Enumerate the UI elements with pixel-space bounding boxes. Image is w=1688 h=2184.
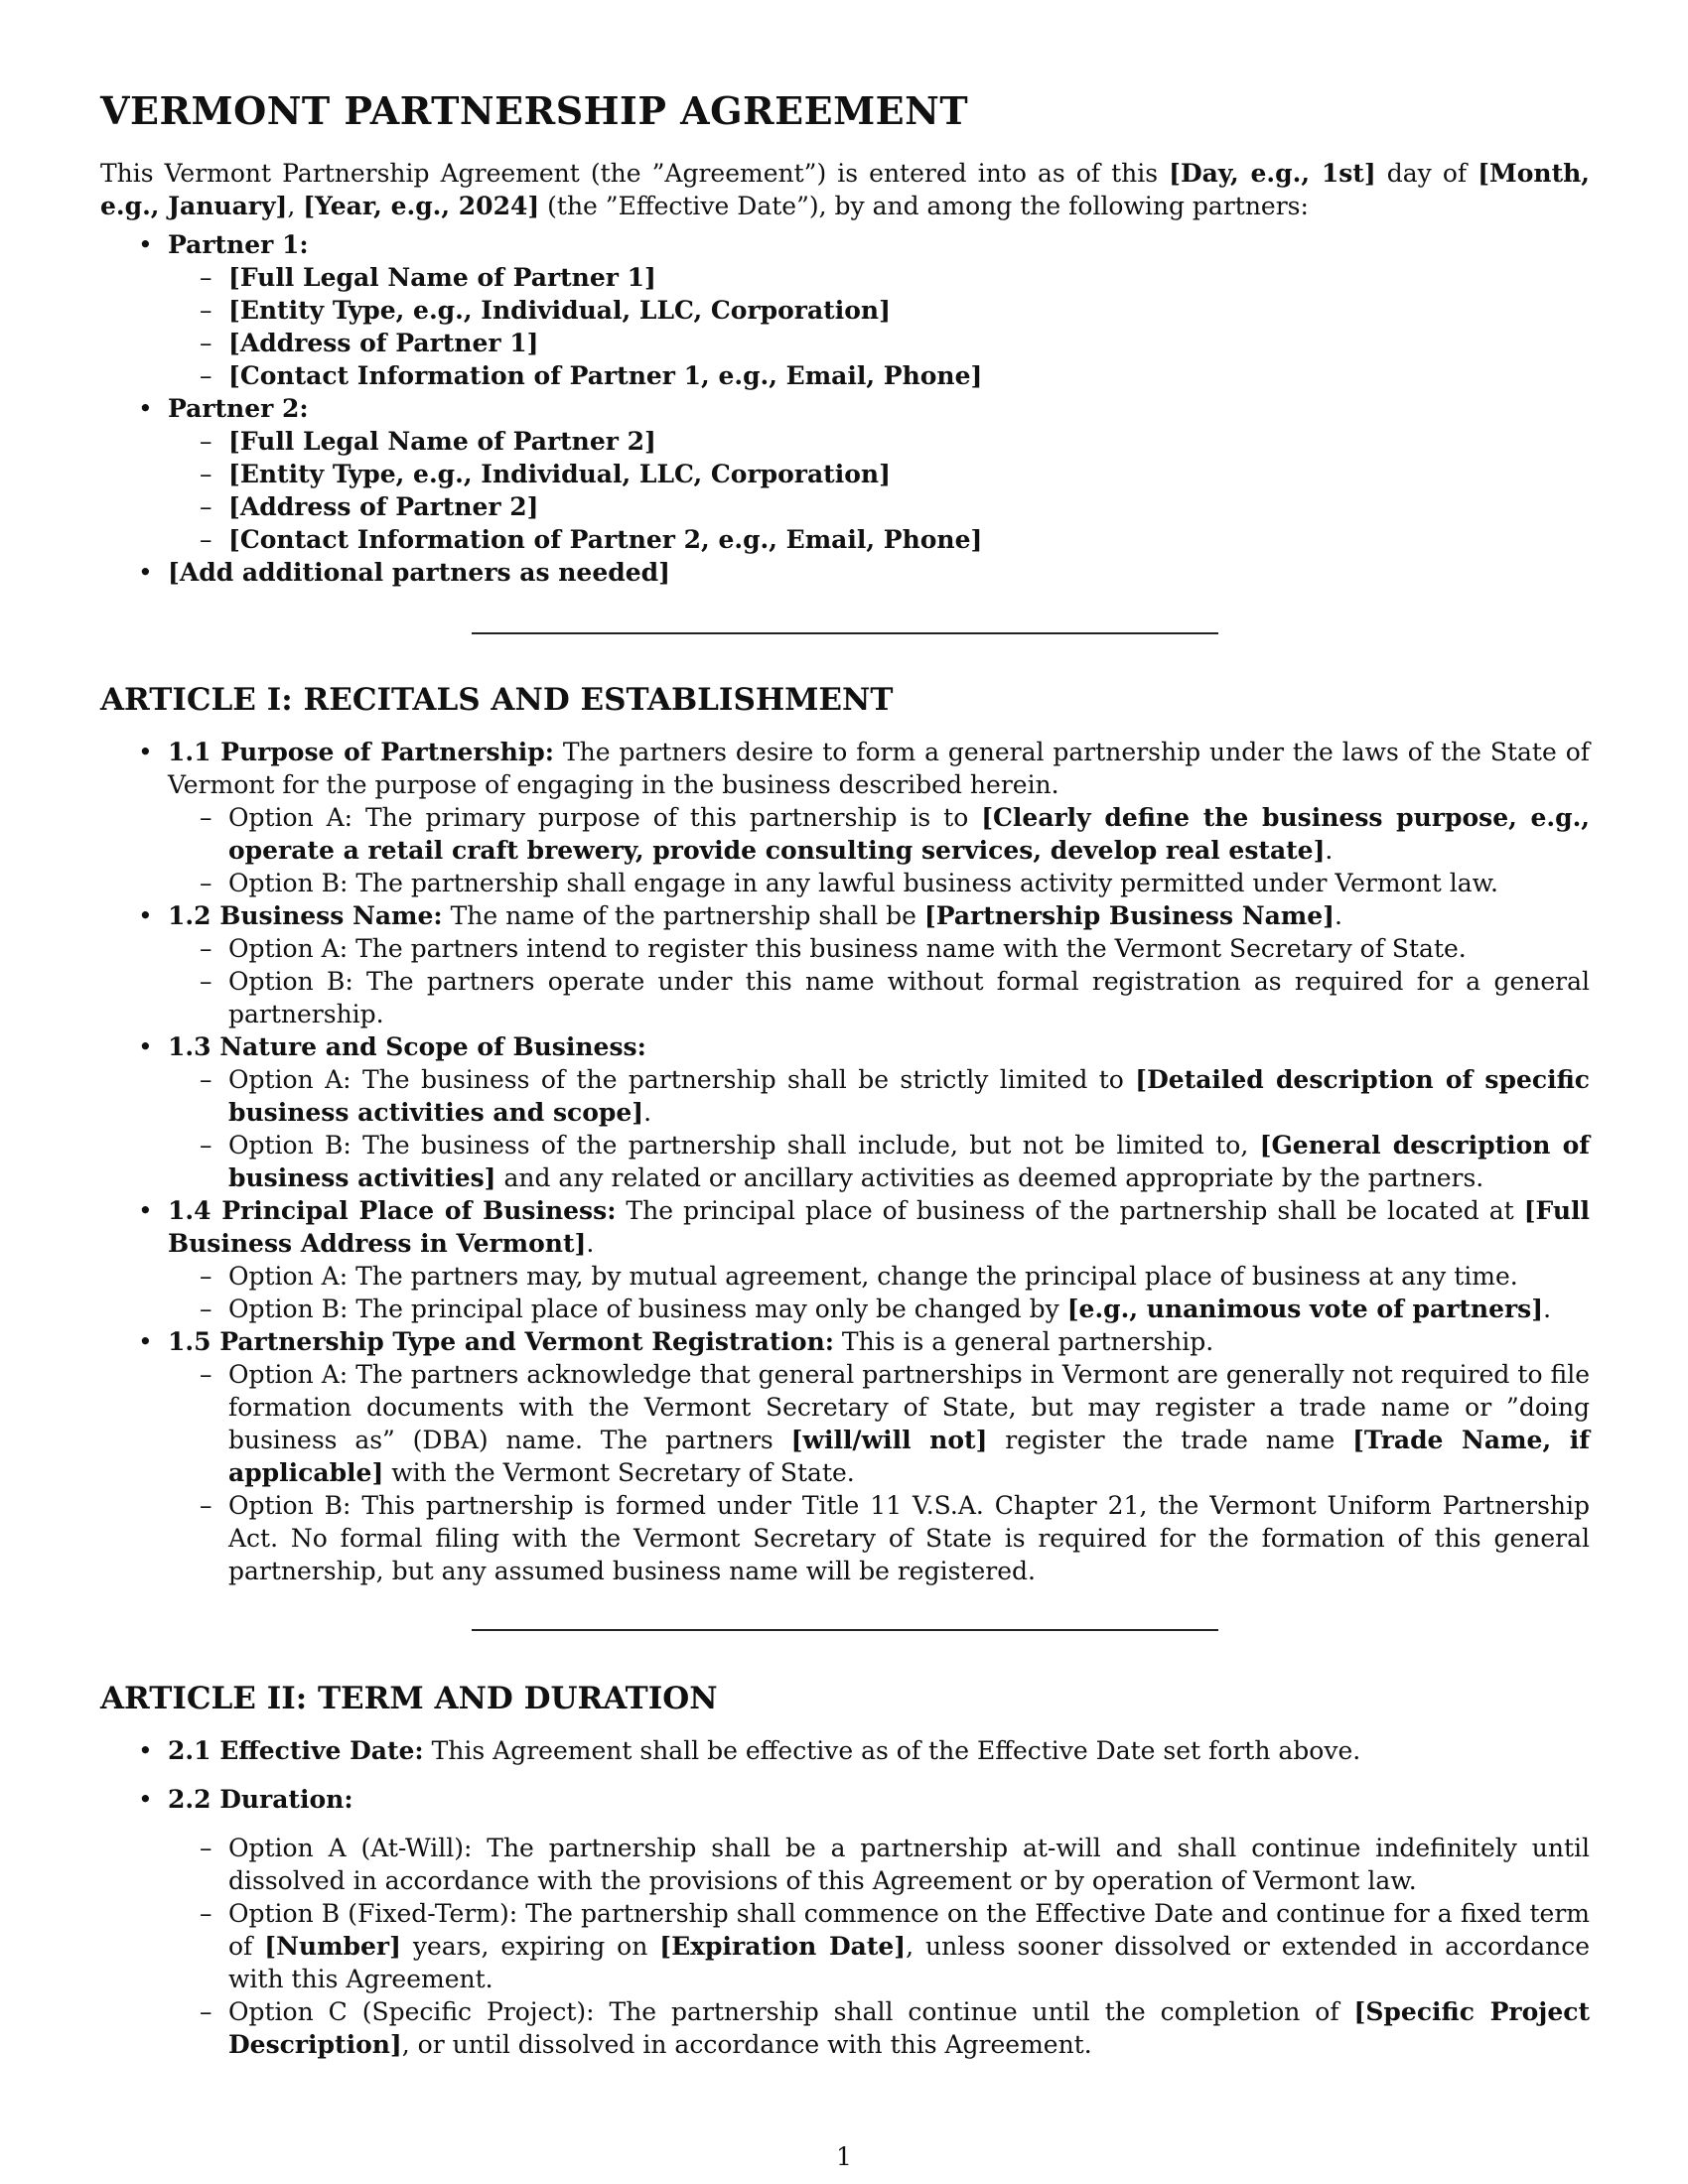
option-a: – Option A: The partners acknowledge that general partnerships in Vermont are generally not required to file formation documents with the Vermont Secretary of State, but may register a trade name or ”doing business as” (DBA) name. The partners [will/will not] register the trade name [Trade Name, if applicable] with the Vermont Secretary of State. [168,1358,1590,1489]
section-1-3: • 1.3 Nature and Scope of Business: – Option A: The business of the partnership shall be strictly limited to [Detailed description of specific business activities and scope]. – Option B: The business of the partnership shall include, but not be limited to, [General description of business activities] and any related or ancillary activities as deemed appropriate by the partners. [100,1030,1590,1194]
day-placeholder: [Day, e.g., 1st] [1169,159,1376,188]
section-1-4: • 1.4 Principal Place of Business: The principal place of business of the partnership shall be located at [Full Business Address in Vermont]. – Option A: The partners may, by mutual agreement, change the principal place of business at any time. – Option B: The principal place of business may only be changed by [e.g., unanimous vote of partners]. [100,1194,1590,1325]
option-a: – Option A: The partners may, by mutual agreement, change the principal place of business at any time. [168,1260,1590,1293]
option-a: – Option A: The business of the partnership shall be strictly limited to [Detailed description of specific business activities and scope]. [168,1063,1590,1129]
document-page [100,87,1590,2061]
option-b: – Option B: The principal place of business may only be changed by [e.g., unanimous vote of partners]. [168,1293,1590,1325]
section-divider [472,632,1218,634]
partners-list [100,228,1590,589]
partner-label: Partner 1: [168,230,309,259]
document-title: VERMONT PARTNERSHIP AGREEMENT [100,88,969,133]
article-2-heading: ARTICLE II: TERM AND DURATION [100,1681,718,1716]
list-item: – [Full Legal Name of Partner 1] [168,261,1590,294]
year-placeholder: [Year, e.g., 2024] [303,192,540,220]
list-item: – [Full Legal Name of Partner 2] [168,425,1590,458]
partner-2 [100,392,1590,556]
partner-1 [100,228,1590,392]
option-a: – Option A: The partners intend to register this business name with the Vermont Secretary of State. [168,932,1590,965]
option-b: – Option B: The partners operate under this name without formal registration as required for a general partnership. [168,965,1590,1030]
intro-paragraph: This Vermont Partnership Agreement (the ”Agreement”) is entered into as of this [Day, e.g., 1st] day of [Month, e.g., January], [Year, e.g., 2024] (the ”Effective Date”), by and among the following partners: [100,159,1590,220]
additional-partners: • [Add additional partners as needed] [100,556,1590,589]
article-2-list [100,1734,1590,2061]
option-b: – Option B: The partnership shall engage in any lawful business activity permitted under Vermont law. [168,867,1590,899]
article-1-heading: ARTICLE I: RECITALS AND ESTABLISHMENT [100,682,894,718]
option-b: – Option B: This partnership is formed under Title 11 V.S.A. Chapter 21, the Vermont Uniform Partnership Act. No formal filing with the Vermont Secretary of State is required for the formation of this general partnership, but any assumed business name will be registered. [168,1489,1590,1587]
article-1-list [100,736,1590,1587]
list-item: – [Address of Partner 1] [168,327,1590,359]
list-item: – [Address of Partner 2] [168,490,1590,523]
section-2-2: • 2.2 Duration: – Option A (At-Will): The partnership shall be a partnership at-will and shall continue indefinitely until dissolved in accordance with the provisions of this Agreement or by operation of Vermont law. – Option B (Fixed-Term): The partnership shall commence on the Effective Date and continue for a fixed term of [Number] years, expiring on [Expiration Date], unless sooner dissolved or extended in accordance with this Agreement. – Option C (Specific Project): The partnership shall continue until the completion of [Specific Project Description], or until dissolved in accordance with this Agreement. [100,1783,1590,2061]
section-divider [472,1629,1218,1631]
partner-label: Partner 2: [168,394,309,423]
section-2-1: • 2.1 Effective Date: This Agreement shall be effective as of the Effective Date set forth above. [100,1734,1590,1767]
section-1-5: • 1.5 Partnership Type and Vermont Registration: This is a general partnership. – Option A: The partners acknowledge that general partnerships in Vermont are generally not required to file formation documents with the Vermont Secretary of State, but may register a trade name or ”doing business as” (DBA) name. The partners [will/will not] register the trade name [Trade Name, if applicable] with the Vermont Secretary of State. – Option B: This partnership is formed under Title 11 V.S.A. Chapter 21, the Vermont Uniform Partnership Act. No formal filing with the Vermont Secretary of State is required for the formation of this general partnership, but any assumed business name will be registered. [100,1325,1590,1587]
option-a: – Option A: The primary purpose of this partnership is to [Clearly define the business purpose, e.g., operate a retail craft brewery, provide consulting services, develop real estate]. [168,801,1590,867]
list-item: – [Contact Information of Partner 2, e.g., Email, Phone] [168,523,1590,556]
option-c: – Option C (Specific Project): The partnership shall continue until the completion of [Specific Project Description], or until dissolved in accordance with this Agreement. [168,1995,1590,2061]
section-1-2: • 1.2 Business Name: The name of the partnership shall be [Partnership Business Name]. – Option A: The partners intend to register this business name with the Vermont Secretary of State. – Option B: The partners operate under this name without formal registration as required for a general partnership. [100,899,1590,1030]
list-item: – [Entity Type, e.g., Individual, LLC, Corporation] [168,294,1590,327]
section-1-1: • 1.1 Purpose of Partnership: The partners desire to form a general partnership under the laws of the State of Vermont for the purpose of engaging in the business described herein. – Option A: The primary purpose of this partnership is to [Clearly define the business purpose, e.g., operate a retail craft brewery, provide consulting services, develop real estate]. – Option B: The partnership shall engage in any lawful business activity permitted under Vermont law. [100,736,1590,899]
page-number: 1 [836,2142,852,2171]
list-item: – [Contact Information of Partner 1, e.g., Email, Phone] [168,359,1590,392]
list-item: – [Entity Type, e.g., Individual, LLC, Corporation] [168,458,1590,490]
option-b: – Option B: The business of the partnership shall include, but not be limited to, [General description of business activities] and any related or ancillary activities as deemed appropriate by the partners. [168,1129,1590,1194]
option-b: – Option B (Fixed-Term): The partnership shall commence on the Effective Date and continue for a fixed term of [Number] years, expiring on [Expiration Date], unless sooner dissolved or extended in accordance with this Agreement. [168,1897,1590,1995]
month-placeholder: [Month, e.g., January] [100,159,1590,220]
option-a: – Option A (At-Will): The partnership shall be a partnership at-will and shall continue indefinitely until dissolved in accordance with the provisions of this Agreement or by operation of Vermont law. [168,1832,1590,1897]
